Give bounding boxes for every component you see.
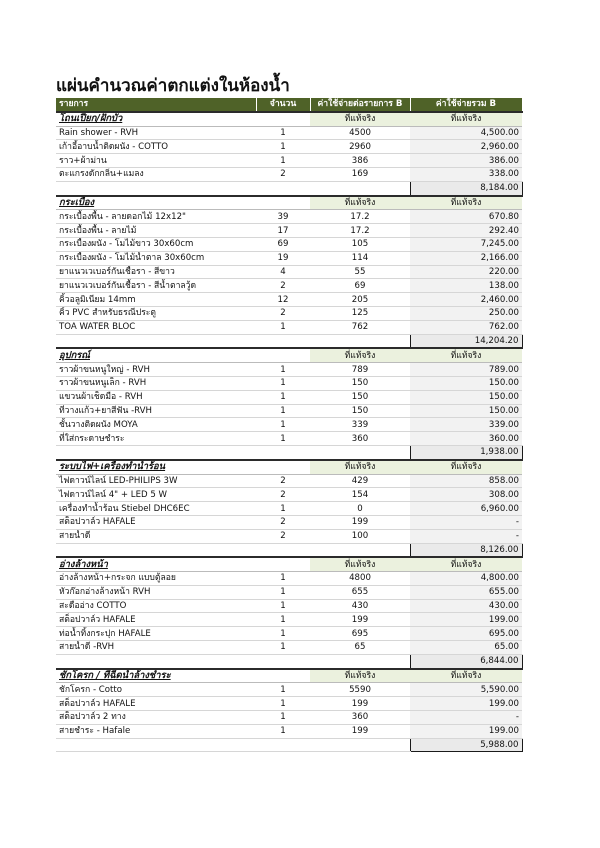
item-qty: 1 [256,320,310,334]
item-unit-cost: 4800 [310,572,410,586]
item-unit-cost: 205 [310,293,410,307]
section-title: โถนเปียก/ฝักบัว [56,112,256,126]
section-sum-row [56,181,522,195]
item-unit-cost: 199 [310,724,410,738]
item-qty: 2 [256,279,310,293]
section-title: อุปกรณ์ [56,348,256,362]
table-row [56,279,522,293]
item-total: 386.00 [410,154,522,168]
item-unit-cost: 2960 [310,140,410,154]
sum-blank [310,654,410,668]
item-name: หัวก๊อกอ่างล้างหน้า RVH [56,585,256,599]
table-row [56,724,522,738]
item-name: สายน้ำดี -RVH [56,641,256,655]
item-qty: 1 [256,154,310,168]
item-total: 338.00 [410,167,522,181]
item-qty: 1 [256,126,310,140]
item-name: คิ้วอลูมิเนียม 14mm [56,293,256,307]
item-total: 360.00 [410,432,522,446]
table-row [56,210,522,224]
section-sum: 8,184.00 [410,181,522,195]
table-row [56,529,522,543]
header-item: รายการ [56,98,256,112]
sum-blank [56,738,256,752]
item-total: 695.00 [410,627,522,641]
section-sum-row [56,738,522,752]
table-row [56,293,522,307]
section-unit-subheader: ที่แท้จริง [310,112,410,126]
sum-blank [256,738,310,752]
item-qty: 2 [256,306,310,320]
item-name: Rain shower - RVH [56,126,256,140]
section-total-subheader: ที่แท้จริง [410,348,522,362]
item-unit-cost: 5590 [310,683,410,697]
item-qty: 1 [256,585,310,599]
sum-blank [310,543,410,557]
item-name: คิ้ว PVC สำหรับธรณีประตู [56,306,256,320]
table-row [56,474,522,488]
sum-blank [256,334,310,348]
section-total-subheader: ที่แท้จริง [410,557,522,571]
sum-blank [310,334,410,348]
item-total: 6,960.00 [410,502,522,516]
item-total: 655.00 [410,585,522,599]
cost-table-body [56,98,522,752]
table-row [56,363,522,377]
item-unit-cost: 154 [310,488,410,502]
table-row [56,154,522,168]
section-sum: 8,126.00 [410,543,522,557]
table-row [56,599,522,613]
table-row [56,585,522,599]
item-unit-cost: 386 [310,154,410,168]
table-row [56,572,522,586]
item-total: 4,800.00 [410,572,522,586]
item-name: ราวผ้าขนหนูเล็ก - RVH [56,376,256,390]
table-row [56,432,522,446]
item-total: - [410,529,522,543]
section-qty-blank [256,112,310,126]
item-total: - [410,515,522,529]
item-qty: 1 [256,390,310,404]
item-unit-cost: 69 [310,279,410,293]
item-unit-cost: 114 [310,251,410,265]
section-sum: 14,204.20 [410,334,522,348]
table-row [56,167,522,181]
sum-blank [256,543,310,557]
item-total: 789.00 [410,363,522,377]
item-unit-cost: 429 [310,474,410,488]
item-total: 150.00 [410,376,522,390]
item-qty: 1 [256,418,310,432]
section-header-row [56,460,522,474]
section-sum: 5,988.00 [410,738,522,752]
item-unit-cost: 150 [310,404,410,418]
item-name: กระเบื้องพื้น - ลายไม้ [56,224,256,238]
item-total: 430.00 [410,599,522,613]
item-unit-cost: 150 [310,376,410,390]
table-row [56,140,522,154]
section-sum: 6,844.00 [410,654,522,668]
item-unit-cost: 339 [310,418,410,432]
item-qty: 1 [256,432,310,446]
table-header-row [56,98,522,112]
table-row [56,502,522,516]
sum-blank [310,181,410,195]
section-qty-blank [256,460,310,474]
table-row [56,376,522,390]
section-title: ระบบไฟ+เครื่องทำน้ำร้อน [56,460,256,474]
item-total: 7,245.00 [410,237,522,251]
item-unit-cost: 430 [310,599,410,613]
section-total-subheader: ที่แท้จริง [410,112,522,126]
section-sum: 1,938.00 [410,445,522,459]
item-qty: 12 [256,293,310,307]
item-unit-cost: 17.2 [310,210,410,224]
sum-blank [56,543,256,557]
item-name: กระเบื้องผนัง - โมไม้น้ำตาล 30x60cm [56,251,256,265]
item-name: ราวผ้าขนหนูใหญ่ - RVH [56,363,256,377]
item-qty: 4 [256,265,310,279]
item-total: 762.00 [410,320,522,334]
sum-blank [256,445,310,459]
item-total: 5,590.00 [410,683,522,697]
item-unit-cost: 762 [310,320,410,334]
table-row [56,711,522,725]
section-sum-row [56,334,522,348]
item-qty: 2 [256,515,310,529]
item-unit-cost: 55 [310,265,410,279]
item-name: สายน้ำดี [56,529,256,543]
item-qty: 1 [256,140,310,154]
item-name: เก้าอี้อาบน้ำติดผนัง - COTTO [56,140,256,154]
item-total: 65.00 [410,641,522,655]
header-total: ค่าใช้จ่ายรวม B [410,98,522,112]
table-row [56,224,522,238]
table-row [56,265,522,279]
item-qty: 2 [256,474,310,488]
section-header-row [56,196,522,210]
table-row [56,126,522,140]
item-total: 4,500.00 [410,126,522,140]
item-name: กระเบื้องพื้น - ลายดอกไม้ 12x12" [56,210,256,224]
item-unit-cost: 360 [310,432,410,446]
item-unit-cost: 100 [310,529,410,543]
item-total: 308.00 [410,488,522,502]
table-row [56,627,522,641]
sum-blank [56,181,256,195]
item-unit-cost: 360 [310,711,410,725]
table-row [56,320,522,334]
item-name: ไฟดาวน์ไลน์ LED-PHILIPS 3W [56,474,256,488]
item-total: 670.80 [410,210,522,224]
sum-blank [310,445,410,459]
item-qty: 1 [256,613,310,627]
item-unit-cost: 199 [310,697,410,711]
section-title: ชักโครก / ที่ฉีดน้ำล้างชำระ [56,669,256,683]
section-header-row [56,557,522,571]
item-unit-cost: 4500 [310,126,410,140]
item-name: ท่อน้ำทิ้งกระปุก HAFALE [56,627,256,641]
item-qty: 1 [256,724,310,738]
section-header-row [56,112,522,126]
item-unit-cost: 0 [310,502,410,516]
item-name: สะดืออ่าง COTTO [56,599,256,613]
item-name: ชักโครก - Cotto [56,683,256,697]
item-name: แขวนผ้าเช็ดมือ - RVH [56,390,256,404]
item-name: สต็อปวาล์ว 2 ทาง [56,711,256,725]
item-unit-cost: 105 [310,237,410,251]
item-total: 150.00 [410,390,522,404]
item-name: สต็อปวาล์ว HAFALE [56,613,256,627]
item-qty: 1 [256,376,310,390]
item-total: 858.00 [410,474,522,488]
page-title: แผ่นคำนวณค่าตกแต่งในห้องน้ำ [56,76,290,96]
item-unit-cost: 125 [310,306,410,320]
item-name: ตะแกรงดักกลิ่น+แมลง [56,167,256,181]
item-total: - [410,711,522,725]
table-row [56,237,522,251]
item-qty: 69 [256,237,310,251]
item-name: TOA WATER BLOC [56,320,256,334]
item-total: 2,960.00 [410,140,522,154]
section-total-subheader: ที่แท้จริง [410,196,522,210]
section-title: กระเบื้อง [56,196,256,210]
cost-table [56,98,523,752]
item-unit-cost: 65 [310,641,410,655]
item-name: ยาแนวเวเบอร์กันเชื้อรา - สีขาว [56,265,256,279]
item-qty: 1 [256,641,310,655]
item-qty: 1 [256,572,310,586]
sum-blank [56,445,256,459]
sum-blank [310,738,410,752]
item-qty: 17 [256,224,310,238]
section-unit-subheader: ที่แท้จริง [310,557,410,571]
section-unit-subheader: ที่แท้จริง [310,460,410,474]
item-unit-cost: 150 [310,390,410,404]
section-header-row [56,669,522,683]
item-qty: 2 [256,488,310,502]
sum-blank [256,654,310,668]
item-total: 138.00 [410,279,522,293]
section-sum-row [56,543,522,557]
sum-blank [256,181,310,195]
item-qty: 1 [256,404,310,418]
item-name: ชั้นวางติดผนัง MOYA [56,418,256,432]
item-total: 2,460.00 [410,293,522,307]
item-unit-cost: 655 [310,585,410,599]
table-row [56,613,522,627]
section-sum-row [56,445,522,459]
item-name: ที่ใส่กระดาษชำระ [56,432,256,446]
item-name: ยาแนวเวเบอร์กันเชื้อรา - สีน้ำตาลวู้ด [56,279,256,293]
item-qty: 2 [256,167,310,181]
table-row [56,306,522,320]
section-sum-row [56,654,522,668]
item-name: ราว+ผ้าม่าน [56,154,256,168]
item-name: ที่วางแก้ว+ยาสีฟัน -RVH [56,404,256,418]
item-total: 220.00 [410,265,522,279]
item-name: ไฟดาวน์ไลน์ 4" + LED 5 W [56,488,256,502]
item-total: 250.00 [410,306,522,320]
item-qty: 2 [256,529,310,543]
item-name: เครื่องทำน้ำร้อน Stiebel DHC6EC [56,502,256,516]
item-name: สต็อปวาล์ว HAFALE [56,515,256,529]
item-unit-cost: 199 [310,613,410,627]
item-qty: 1 [256,711,310,725]
item-qty: 1 [256,627,310,641]
table-row [56,488,522,502]
header-qty: จำนวน [256,98,310,112]
item-total: 150.00 [410,404,522,418]
item-qty: 1 [256,697,310,711]
item-qty: 1 [256,363,310,377]
item-unit-cost: 199 [310,515,410,529]
sum-blank [56,334,256,348]
item-name: สายชำระ - Hafale [56,724,256,738]
item-total: 199.00 [410,613,522,627]
header-unit-cost: ค่าใช้จ่ายต่อรายการ B [310,98,410,112]
item-qty: 19 [256,251,310,265]
section-title: อ่างล้างหน้า [56,557,256,571]
section-qty-blank [256,348,310,362]
section-qty-blank [256,557,310,571]
table-row [56,404,522,418]
section-unit-subheader: ที่แท้จริง [310,348,410,362]
table-row [56,683,522,697]
item-qty: 1 [256,502,310,516]
item-unit-cost: 789 [310,363,410,377]
item-name: สต็อปวาล์ว HAFALE [56,697,256,711]
table-row [56,641,522,655]
item-unit-cost: 169 [310,167,410,181]
item-total: 292.40 [410,224,522,238]
table-row [56,251,522,265]
item-qty: 39 [256,210,310,224]
item-qty: 1 [256,683,310,697]
item-unit-cost: 695 [310,627,410,641]
item-name: อ่างล้างหน้า+กระจก แบบตู้ลอย [56,572,256,586]
section-unit-subheader: ที่แท้จริง [310,669,410,683]
section-total-subheader: ที่แท้จริง [410,460,522,474]
item-unit-cost: 17.2 [310,224,410,238]
section-qty-blank [256,196,310,210]
table-row [56,515,522,529]
section-header-row [56,348,522,362]
table-row [56,418,522,432]
section-qty-blank [256,669,310,683]
sum-blank [56,654,256,668]
table-row [56,697,522,711]
item-qty: 1 [256,599,310,613]
item-total: 199.00 [410,697,522,711]
item-total: 2,166.00 [410,251,522,265]
table-row [56,390,522,404]
item-name: กระเบื้องผนัง - โมไม้ขาว 30x60cm [56,237,256,251]
section-total-subheader: ที่แท้จริง [410,669,522,683]
section-unit-subheader: ที่แท้จริง [310,196,410,210]
item-total: 199.00 [410,724,522,738]
item-total: 339.00 [410,418,522,432]
